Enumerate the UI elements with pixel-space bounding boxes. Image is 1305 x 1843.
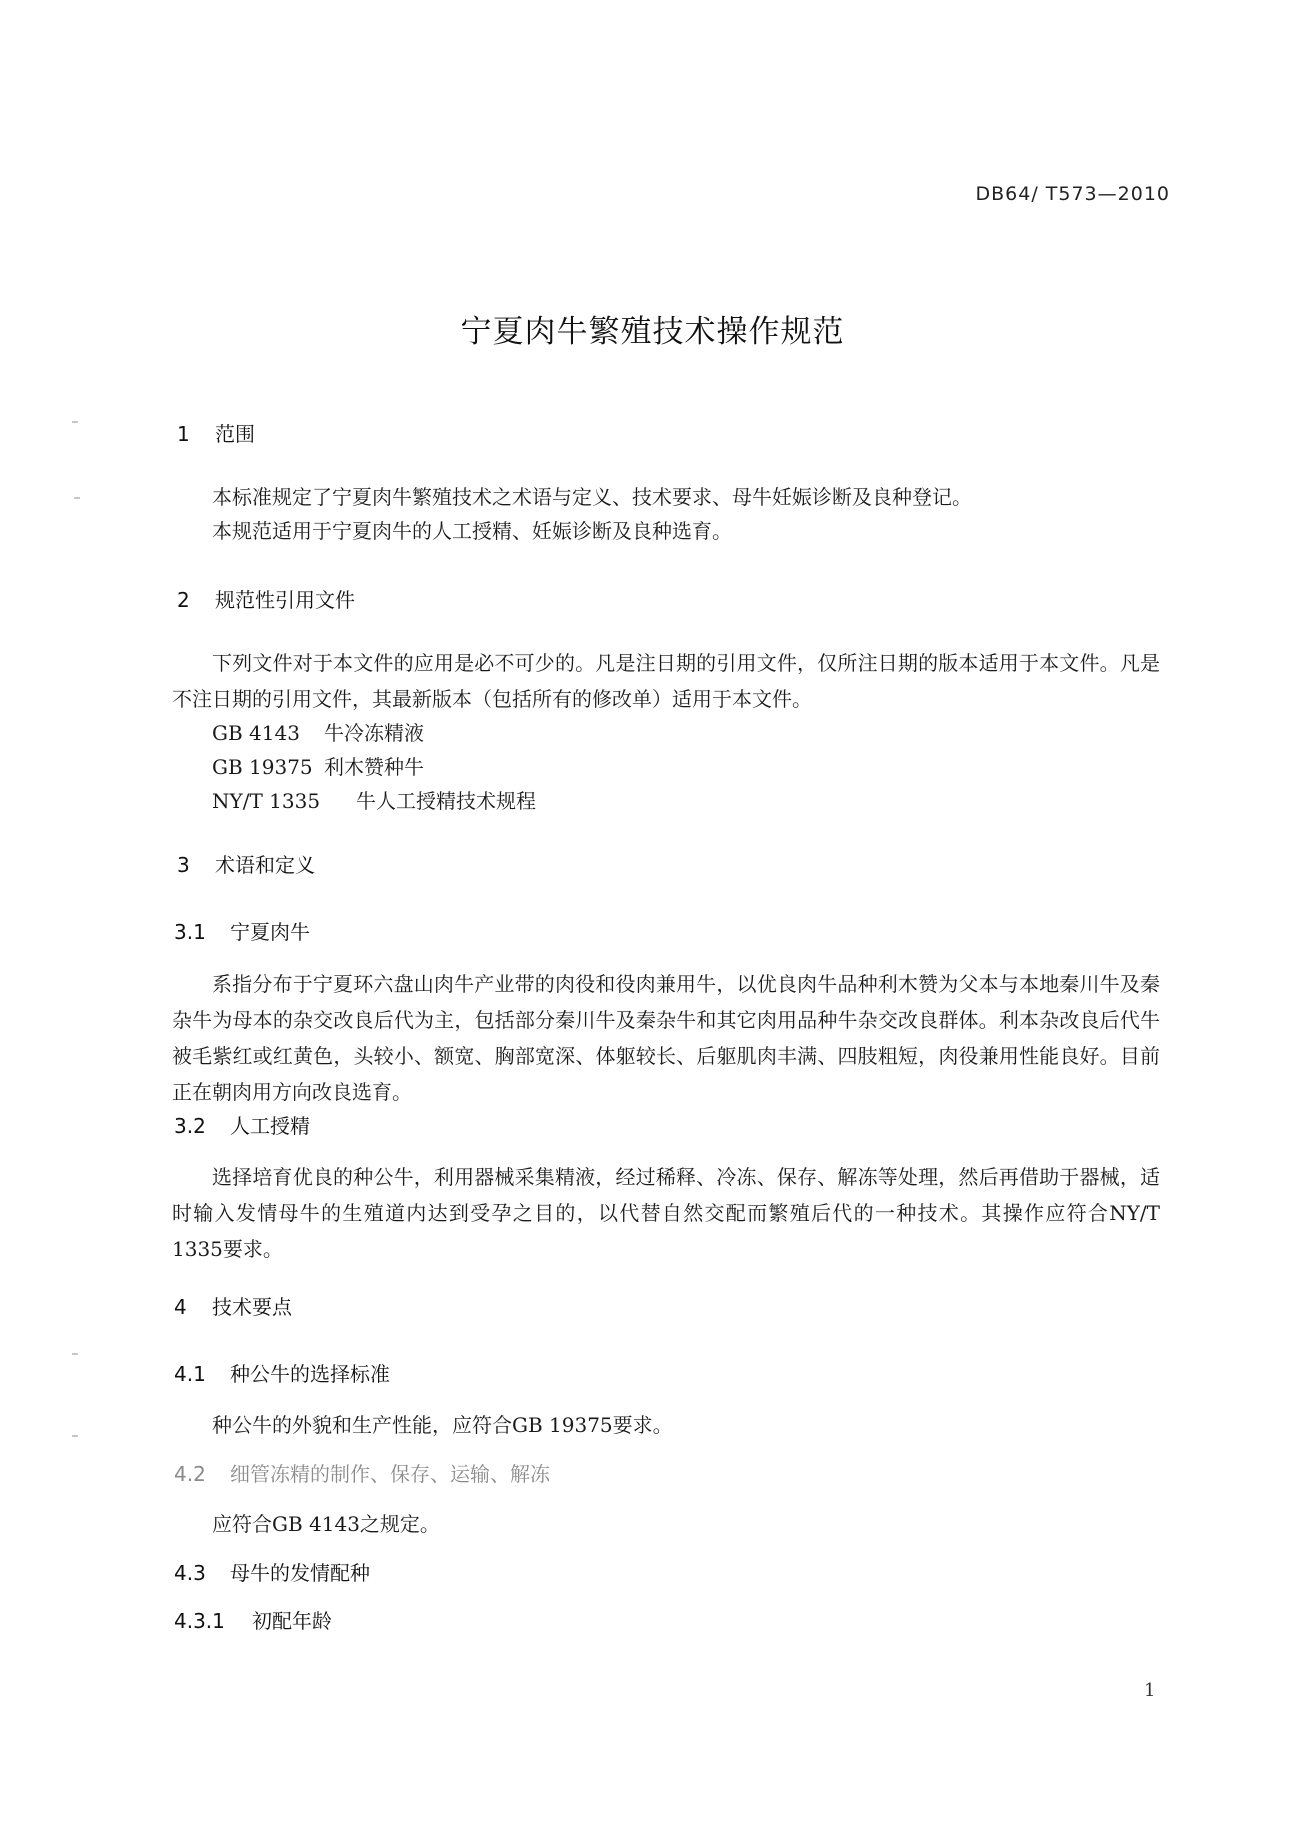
reference-code: GB 4143 bbox=[212, 721, 300, 745]
section-title: 母牛的发情配种 bbox=[230, 1561, 370, 1585]
section-title: 人工授精 bbox=[230, 1114, 310, 1138]
section-title: 细管冻精的制作、保存、运输、解冻 bbox=[230, 1462, 550, 1486]
paragraph: 选择培育优良的种公牛，利用器械采集精液，经过稀释、冷冻、保存、解冻等处理，然后再借助于器械，适时输入发情母牛的生殖道内达到受孕之目的，以代替自然交配而繁殖后代的一种技术。其操作应符合NY/T 1335要求。 bbox=[172, 1165, 1160, 1261]
section-title: 术语和定义 bbox=[215, 853, 315, 877]
section-1-heading bbox=[177, 418, 255, 447]
section-number: 2 bbox=[177, 588, 190, 612]
paragraph: 本标准规定了宁夏肉牛繁殖技术之术语与定义、技术要求、母牛妊娠诊断及良种登记。 bbox=[212, 485, 972, 509]
subsection-4-2-heading bbox=[174, 1458, 550, 1487]
section-title: 范围 bbox=[215, 422, 255, 446]
page-title: 宁夏肉牛繁殖技术操作规范 bbox=[460, 314, 845, 350]
reference-item bbox=[212, 751, 424, 780]
section-title: 宁夏肉牛 bbox=[230, 920, 310, 944]
section-number: 1 bbox=[177, 422, 190, 446]
section-3-heading bbox=[177, 849, 315, 878]
standard-code: DB64/ T573—2010 bbox=[975, 183, 1170, 205]
reference-item bbox=[212, 785, 536, 814]
section-number: 4.1 bbox=[174, 1362, 206, 1386]
section-number: 4.2 bbox=[174, 1462, 206, 1486]
reference-name: 牛人工授精技术规程 bbox=[356, 789, 536, 813]
section-4-heading bbox=[174, 1291, 292, 1320]
reference-name: 利木赞种牛 bbox=[324, 755, 424, 779]
paragraph: 系指分布于宁夏环六盘山肉牛产业带的肉役和役肉兼用牛，以优良肉牛品种利木赞为父本与本地秦川牛及秦杂牛为母本的杂交改良后代为主，包括部分秦川牛及秦杂牛和其它肉用品种牛杂交改良群体。利本杂改良后代牛被毛紫红或红黄色，头较小、额宽、胸部宽深、体躯较长、后躯肌肉丰满、四肢粗短，肉役兼用性能良好。目前正在朝肉用方向改良选育。 bbox=[172, 972, 1160, 1104]
subsection-3-1-heading bbox=[174, 916, 310, 945]
reference-item bbox=[212, 717, 424, 746]
paragraph: 应符合GB 4143之规定。 bbox=[212, 1512, 440, 1536]
section-title: 技术要点 bbox=[212, 1295, 292, 1319]
section-number: 4 bbox=[174, 1295, 187, 1319]
subsection-4-3-heading bbox=[174, 1557, 370, 1586]
page-number: 1 bbox=[1144, 1680, 1156, 1701]
section-number: 4.3 bbox=[174, 1561, 206, 1585]
section-2-heading bbox=[177, 584, 355, 613]
section-number: 4.3.1 bbox=[174, 1609, 225, 1633]
subsection-4-1-heading bbox=[174, 1358, 390, 1387]
section-number: 3.1 bbox=[174, 920, 206, 944]
reference-code: GB 19375 bbox=[212, 755, 313, 779]
section-title: 初配年龄 bbox=[252, 1609, 332, 1633]
paragraph: 种公牛的外貌和生产性能，应符合GB 19375要求。 bbox=[212, 1413, 673, 1437]
reference-code: NY/T 1335 bbox=[212, 789, 321, 813]
subsection-3-2-heading bbox=[174, 1110, 310, 1139]
paragraph: 本规范适用于宁夏肉牛的人工授精、妊娠诊断及良种选育。 bbox=[212, 519, 732, 543]
section-title: 规范性引用文件 bbox=[215, 588, 355, 612]
section-title: 种公牛的选择标准 bbox=[230, 1362, 390, 1386]
paragraph: 下列文件对于本文件的应用是必不可少的。凡是注日期的引用文件，仅所注日期的版本适用于本文件。凡是不注日期的引用文件，其最新版本（包括所有的修改单）适用于本文件。 bbox=[172, 651, 1160, 711]
section-number: 3.2 bbox=[174, 1114, 206, 1138]
subsection-4-3-1-heading bbox=[174, 1605, 332, 1634]
reference-name: 牛冷冻精液 bbox=[324, 721, 424, 745]
section-number: 3 bbox=[177, 853, 190, 877]
